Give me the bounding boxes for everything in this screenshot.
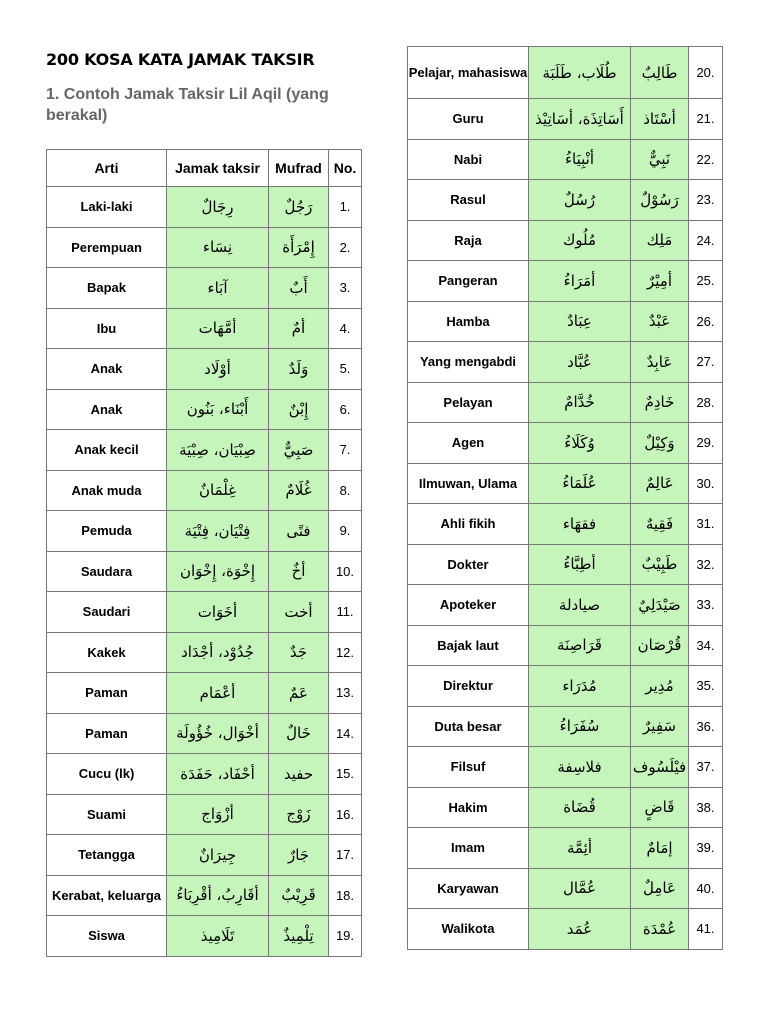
table-row [47, 794, 362, 835]
jamak-taksir: وُكَلَاءُ [529, 423, 631, 464]
row-number: 7. [329, 430, 362, 471]
table-row [408, 585, 723, 626]
word-meaning: Karyawan [408, 868, 529, 909]
row-number: 23. [689, 180, 723, 221]
row-number: 27. [689, 342, 723, 383]
table-row [408, 828, 723, 869]
row-number: 40. [689, 868, 723, 909]
mufrad: زَوْج [269, 794, 329, 835]
word-meaning: Suami [47, 794, 167, 835]
table-row [408, 747, 723, 788]
word-meaning: Pelajar, mahasiswa [408, 47, 529, 99]
row-number: 24. [689, 220, 723, 261]
word-meaning: Dokter [408, 544, 529, 585]
jamak-taksir: أَبْنَاء، بَنُون [167, 389, 269, 430]
row-number: 36. [689, 706, 723, 747]
row-number: 14. [329, 713, 362, 754]
table-row [408, 504, 723, 545]
mufrad: طَبِيْبٌ [631, 544, 689, 585]
word-meaning: Saudari [47, 592, 167, 633]
mufrad: أخت [269, 592, 329, 633]
mufrad: جَدٌ [269, 632, 329, 673]
jamak-taksir: فلاسِفة [529, 747, 631, 788]
word-meaning: Ahli fikih [408, 504, 529, 545]
row-number: 15. [329, 754, 362, 795]
header-arti: Arti [47, 150, 167, 187]
mufrad: إِمْرَأَة [269, 227, 329, 268]
row-number: 34. [689, 625, 723, 666]
jamak-taksir: مُدَرَاء [529, 666, 631, 707]
table-row [47, 308, 362, 349]
word-meaning: Agen [408, 423, 529, 464]
jamak-taksir: فِتْيَان، فِتْيَة [167, 511, 269, 552]
word-meaning: Pemuda [47, 511, 167, 552]
word-meaning: Hakim [408, 787, 529, 828]
table-row [47, 592, 362, 633]
word-meaning: Pangeran [408, 261, 529, 302]
row-number: 8. [329, 470, 362, 511]
word-meaning: Kakek [47, 632, 167, 673]
mufrad: وَلَدٌ [269, 349, 329, 390]
row-number: 1. [329, 187, 362, 228]
mufrad: عَالِمٌ [631, 463, 689, 504]
mufrad: أسْتَاذ [631, 99, 689, 140]
jamak-taksir: آبَاء [167, 268, 269, 309]
jamak-taksir: صِبْيَان، صِبْيَة [167, 430, 269, 471]
word-meaning: Bapak [47, 268, 167, 309]
page-title: 200 KOSA KATA JAMAK TAKSIR [46, 50, 315, 69]
table-row [47, 754, 362, 795]
mufrad: صَبِيٌّ [269, 430, 329, 471]
table-row [408, 909, 723, 950]
mufrad: أخٌ [269, 551, 329, 592]
jamak-taksir: جِيرَانٌ [167, 835, 269, 876]
mufrad: عَبْدٌ [631, 301, 689, 342]
mufrad: صَيْدَلِيٌ [631, 585, 689, 626]
mufrad: مَلِك [631, 220, 689, 261]
word-meaning: Cucu (lk) [47, 754, 167, 795]
word-meaning: Yang mengabdi [408, 342, 529, 383]
mufrad: إِبْنٌ [269, 389, 329, 430]
table-row [47, 470, 362, 511]
row-number: 30. [689, 463, 723, 504]
mufrad: فتًى [269, 511, 329, 552]
header-mufrad: Mufrad [269, 150, 329, 187]
header-no: No. [329, 150, 362, 187]
mufrad: نَبِيٌّ [631, 139, 689, 180]
jamak-taksir: أخْوَال، خُؤُولَة [167, 713, 269, 754]
jamak-taksir: أقَارِبُ، أقْرِبَاءُ [167, 875, 269, 916]
word-meaning: Siswa [47, 916, 167, 957]
jamak-taksir: قُضَاة [529, 787, 631, 828]
table-row [408, 423, 723, 464]
jamak-taksir: فقهَاء [529, 504, 631, 545]
jamak-taksir: طُلَاب، طَلَبَة [529, 47, 631, 99]
mufrad: حفيد [269, 754, 329, 795]
word-meaning: Pelayan [408, 382, 529, 423]
word-meaning: Nabi [408, 139, 529, 180]
word-meaning: Rasul [408, 180, 529, 221]
table-row [47, 187, 362, 228]
table-row [408, 382, 723, 423]
row-number: 28. [689, 382, 723, 423]
mufrad: عُمْدَة [631, 909, 689, 950]
word-meaning: Guru [408, 99, 529, 140]
row-number: 21. [689, 99, 723, 140]
mufrad: إمَامٌ [631, 828, 689, 869]
row-number: 22. [689, 139, 723, 180]
jamak-taksir: أَسَاتِذَة، أسَاتِيْذ [529, 99, 631, 140]
row-number: 10. [329, 551, 362, 592]
jamak-taksir: سُفَرَاءُ [529, 706, 631, 747]
jamak-taksir: إِخْوَة، إِخْوَان [167, 551, 269, 592]
table-row [47, 227, 362, 268]
jamak-taksir: أحْفَاد، حَفَدَة [167, 754, 269, 795]
table-row [408, 180, 723, 221]
word-meaning: Anak [47, 349, 167, 390]
jamak-taksir: صيادلة [529, 585, 631, 626]
jamak-taksir: أزْوَاج [167, 794, 269, 835]
row-number: 38. [689, 787, 723, 828]
table-row [408, 99, 723, 140]
table-row [47, 349, 362, 390]
table-row [47, 835, 362, 876]
table-row [47, 268, 362, 309]
jamak-taksir: عُلَمَاءُ [529, 463, 631, 504]
jamak-taksir: عُمَّال [529, 868, 631, 909]
mufrad: عَامِلٌ [631, 868, 689, 909]
row-number: 25. [689, 261, 723, 302]
row-number: 5. [329, 349, 362, 390]
word-meaning: Paman [47, 673, 167, 714]
mufrad: خَادِمٌ [631, 382, 689, 423]
jamak-taksir: رِجَالٌ [167, 187, 269, 228]
word-meaning: Duta besar [408, 706, 529, 747]
jamak-taksir: عِبَادٌ [529, 301, 631, 342]
jamak-taksir: غِلْمَانٌ [167, 470, 269, 511]
vocab-table-left [46, 149, 362, 957]
word-meaning: Tetangga [47, 835, 167, 876]
table-row [408, 463, 723, 504]
word-meaning: Perempuan [47, 227, 167, 268]
word-meaning: Anak [47, 389, 167, 430]
table-row [408, 868, 723, 909]
word-meaning: Anak kecil [47, 430, 167, 471]
row-number: 4. [329, 308, 362, 349]
row-number: 18. [329, 875, 362, 916]
word-meaning: Bajak laut [408, 625, 529, 666]
jamak-taksir: أمَرَاءُ [529, 261, 631, 302]
word-meaning: Kerabat, keluarga [47, 875, 167, 916]
jamak-taksir: تَلَامِيذ [167, 916, 269, 957]
word-meaning: Direktur [408, 666, 529, 707]
mufrad: أَبٌ [269, 268, 329, 309]
table-row [408, 220, 723, 261]
table-row [47, 875, 362, 916]
table-row [47, 430, 362, 471]
table-row [408, 139, 723, 180]
jamak-taksir: جُدُوْد، أجْدَاد [167, 632, 269, 673]
word-meaning: Apoteker [408, 585, 529, 626]
header-jamak: Jamak taksir [167, 150, 269, 187]
row-number: 6. [329, 389, 362, 430]
row-number: 12. [329, 632, 362, 673]
row-number: 29. [689, 423, 723, 464]
table-row [47, 713, 362, 754]
mufrad: فيْلَسُوف [631, 747, 689, 788]
mufrad: فَقِيهٌ [631, 504, 689, 545]
mufrad: جَارٌ [269, 835, 329, 876]
mufrad: عَمٌ [269, 673, 329, 714]
jamak-taksir: عُمَد [529, 909, 631, 950]
mufrad: سَفِيرٌ [631, 706, 689, 747]
word-meaning: Raja [408, 220, 529, 261]
mufrad: قَاضٍ [631, 787, 689, 828]
row-number: 37. [689, 747, 723, 788]
table-row [408, 544, 723, 585]
mufrad: خَالٌ [269, 713, 329, 754]
row-number: 11. [329, 592, 362, 633]
jamak-taksir: مُلُوك [529, 220, 631, 261]
row-number: 13. [329, 673, 362, 714]
word-meaning: Ibu [47, 308, 167, 349]
table-row [408, 706, 723, 747]
word-meaning: Hamba [408, 301, 529, 342]
mufrad: رَسُوْلٌ [631, 180, 689, 221]
vocab-table-right [407, 46, 723, 950]
mufrad: طَالِبٌ [631, 47, 689, 99]
table-row [408, 301, 723, 342]
mufrad: غُلَامٌ [269, 470, 329, 511]
mufrad: وَكِيْلٌ [631, 423, 689, 464]
row-number: 39. [689, 828, 723, 869]
table-row [408, 787, 723, 828]
table-row [47, 389, 362, 430]
mufrad: رَجُلٌ [269, 187, 329, 228]
jamak-taksir: نِسَاء [167, 227, 269, 268]
table-row [47, 916, 362, 957]
row-number: 31. [689, 504, 723, 545]
jamak-taksir: أمَّهَات [167, 308, 269, 349]
jamak-taksir: أعْمَام [167, 673, 269, 714]
table-row [47, 511, 362, 552]
row-number: 33. [689, 585, 723, 626]
jamak-taksir: رُسُلٌ [529, 180, 631, 221]
jamak-taksir: أوْلَاد [167, 349, 269, 390]
row-number: 17. [329, 835, 362, 876]
row-number: 26. [689, 301, 723, 342]
jamak-taksir: أنْبِيَاءُ [529, 139, 631, 180]
row-number: 32. [689, 544, 723, 585]
jamak-taksir: عُبَّاد [529, 342, 631, 383]
row-number: 19. [329, 916, 362, 957]
mufrad: أمٌ [269, 308, 329, 349]
row-number: 2. [329, 227, 362, 268]
jamak-taksir: خُدَّامٌ [529, 382, 631, 423]
table-row [408, 261, 723, 302]
row-number: 9. [329, 511, 362, 552]
jamak-taksir: أخَوَات [167, 592, 269, 633]
word-meaning: Walikota [408, 909, 529, 950]
mufrad: مُدِير [631, 666, 689, 707]
word-meaning: Laki-laki [47, 187, 167, 228]
mufrad: قُرْصَان [631, 625, 689, 666]
word-meaning: Filsuf [408, 747, 529, 788]
table-row [47, 673, 362, 714]
word-meaning: Paman [47, 713, 167, 754]
mufrad: تِلْمِيذٌ [269, 916, 329, 957]
jamak-taksir: قَرَاصِنَة [529, 625, 631, 666]
row-number: 41. [689, 909, 723, 950]
table-row [47, 632, 362, 673]
mufrad: عَابِدٌ [631, 342, 689, 383]
word-meaning: Ilmuwan, Ulama [408, 463, 529, 504]
row-number: 35. [689, 666, 723, 707]
row-number: 20. [689, 47, 723, 99]
word-meaning: Saudara [47, 551, 167, 592]
jamak-taksir: أئِمَّة [529, 828, 631, 869]
table-row [47, 551, 362, 592]
row-number: 3. [329, 268, 362, 309]
word-meaning: Imam [408, 828, 529, 869]
jamak-taksir: أطِبَّاءُ [529, 544, 631, 585]
word-meaning: Anak muda [47, 470, 167, 511]
section-subtitle: 1. Contoh Jamak Taksir Lil Aqil (yang berakal) [46, 86, 329, 124]
mufrad: قَرِيْبٌ [269, 875, 329, 916]
table-row [408, 342, 723, 383]
table-row [408, 47, 723, 99]
table-header-row [47, 150, 362, 187]
mufrad: أمِيْرٌ [631, 261, 689, 302]
table-row [408, 625, 723, 666]
row-number: 16. [329, 794, 362, 835]
table-row [408, 666, 723, 707]
